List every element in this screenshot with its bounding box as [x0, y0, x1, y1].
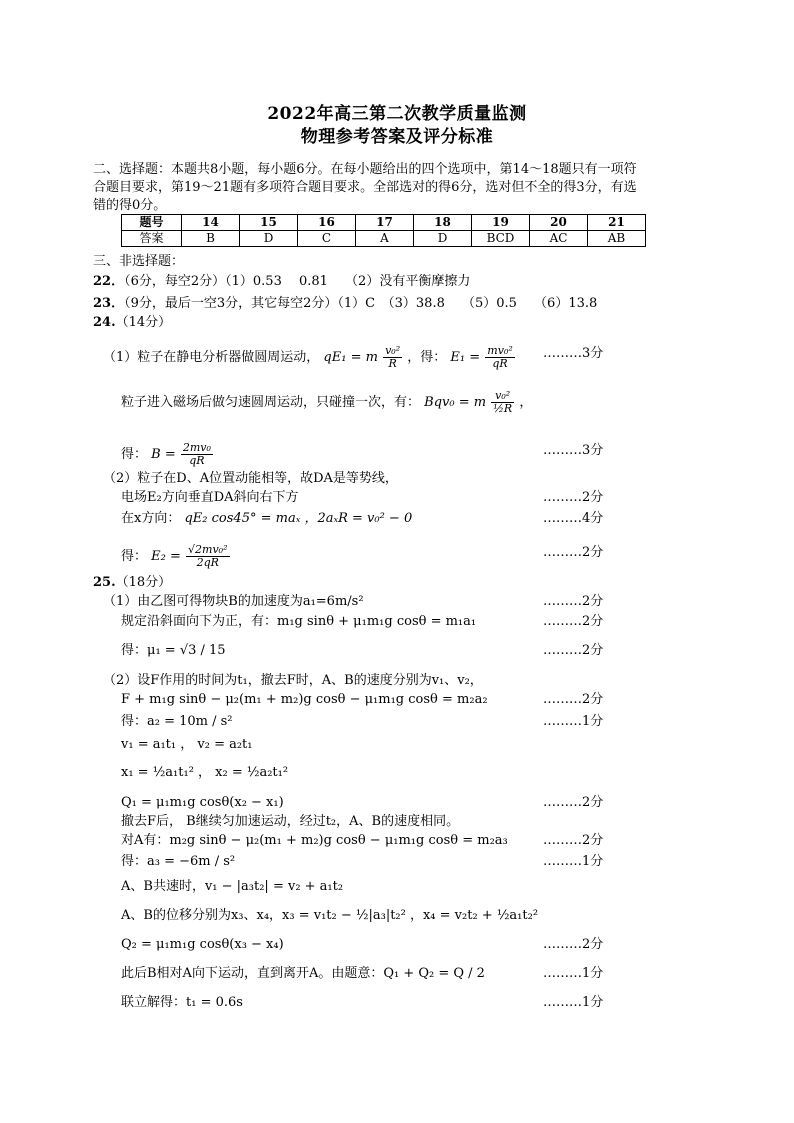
q24-line-5: 电场E₂方向垂直DA斜向右下方: [121, 490, 299, 505]
q25-line: （2）设F作用的时间为t₁，撤去F时，A、B的速度分别为v₁、v₂，: [103, 673, 483, 688]
q24-l6-eq: qE₂ cos45° = maₓ ，2aₓR = v₀² − 0: [184, 511, 413, 526]
q24-line-6: [121, 510, 412, 528]
q25-score: ………1分: [543, 854, 604, 869]
q25-score: ………2分: [543, 937, 604, 952]
q25-number: 25.: [93, 575, 116, 590]
q25-line: x₁ = ½a₁t₁² ， x₂ = ½a₂t₁²: [121, 765, 289, 780]
q25-line: 对A有：m₂g sinθ − μ₂(m₁ + m₂)g cosθ − μ₁m₁g cosθ = m₂a₃: [121, 833, 508, 848]
q24-line-3: [121, 442, 214, 467]
q24-l1-eq2: E₁ =: [450, 350, 481, 365]
q24-score-1: ………3分: [543, 346, 604, 361]
table-cell: AB: [588, 231, 646, 247]
q24-score-6: ………4分: [543, 511, 604, 526]
q22-number: 22．: [93, 274, 125, 289]
q24-l1-eq: qE₁ = m: [323, 350, 378, 365]
q24-points: （14分）: [115, 315, 172, 330]
q24-l3-text: 得：: [121, 447, 148, 462]
q24-l2-fraction: [491, 390, 514, 415]
fraction-numerator: mv₀²: [487, 344, 513, 357]
table-cell: A: [356, 231, 414, 247]
section3-heading: 三、非选择题：: [93, 254, 185, 269]
q25-score: ………2分: [543, 795, 604, 810]
q24-l2-end: ，: [519, 395, 533, 410]
answer-table-answer-row: [122, 231, 646, 247]
q25-line: v₁ = a₁t₁ ， v₂ = a₂t₁: [121, 737, 253, 752]
page-subtitle: 物理参考答案及评分标准: [300, 127, 494, 147]
q25-line: 撤去F后， B继续匀加速运动，经过t₂，A、B的速度相同。: [121, 814, 460, 829]
q24-line-2: [121, 390, 532, 415]
q25-line: A、B共速时，v₁ − |a₃t₂| = v₂ + a₁t₂: [121, 879, 344, 894]
q25-line: 得：a₂ = 10m / s²: [121, 714, 233, 729]
table-cell: 15: [240, 215, 298, 231]
fraction-denominator: 2qR: [196, 556, 219, 569]
q25-line: 得：a₃ = −6m / s²: [121, 854, 236, 869]
q24-l1-text: （1）粒子在静电分析器做圆周运动，: [103, 350, 320, 365]
table-cell: BCD: [472, 231, 530, 247]
fraction-denominator: qR: [189, 454, 205, 467]
q24-l3-fraction: [181, 442, 213, 467]
table-label-number: 题号: [122, 215, 182, 231]
q25-heading: [93, 574, 171, 592]
q25-line: F + m₁g sinθ − μ₂(m₁ + m₂)g cosθ − μ₁m₁g cosθ = m₂a₂: [121, 692, 488, 707]
fraction-numerator: 2mv₀: [182, 441, 211, 454]
q25-line: 得：μ₁ = √3 / 15: [121, 643, 226, 658]
table-cell: 20: [530, 215, 588, 231]
page-title: 2022年高三第二次教学质量监测: [267, 104, 527, 124]
table-label-answer: 答案: [122, 231, 182, 247]
section2-intro-line-2: 合题目要求，第19～21题有多项符合题目要求。全部选对的得6分，选对但不全的得3分，有选: [93, 180, 637, 195]
q24-score-5: ………2分: [543, 490, 604, 505]
answer-table: [121, 214, 646, 247]
q25-line: 此后B相对A向下运动，直到离开A。由题意：Q₁ + Q₂ = Q / 2: [121, 966, 485, 981]
answer-table-number-row: [122, 215, 646, 231]
q24-line-1: [103, 345, 516, 370]
table-cell: C: [298, 231, 356, 247]
q24-heading: [93, 314, 171, 332]
q25-score: ………2分: [543, 692, 604, 707]
q24-l1-fraction: [383, 345, 402, 370]
table-cell: 19: [472, 215, 530, 231]
q25-points: （18分）: [115, 575, 172, 590]
q25-line: 联立解得：t₁ = 0.6s: [121, 995, 243, 1010]
q25-score: ………1分: [543, 966, 604, 981]
q24-line-7: [121, 544, 231, 569]
fraction-denominator: R: [388, 357, 397, 370]
q25-score: ………2分: [543, 833, 604, 848]
table-cell: D: [414, 231, 472, 247]
table-cell: 21: [588, 215, 646, 231]
q24-score-7: ………2分: [543, 545, 604, 560]
q24-l7-eq: E₂ =: [151, 549, 181, 564]
q24-number: 24.: [93, 315, 116, 330]
fraction-numerator: v₀²: [385, 344, 401, 357]
table-cell: 17: [356, 215, 414, 231]
q24-l1-fraction-2: [485, 345, 514, 370]
q25-line: Q₂ = μ₁m₁g cosθ(x₃ − x₄): [121, 937, 284, 952]
q24-l7-fraction: [186, 544, 229, 569]
q24-l3-eq: B =: [151, 447, 176, 462]
table-cell: 16: [298, 215, 356, 231]
q25-score: ………2分: [543, 614, 604, 629]
q24-line-4: （2）粒子在D、A位置动能相等，故DA是等势线，: [103, 471, 398, 486]
q24-l2-eq: Bqv₀ = m: [424, 395, 487, 410]
q25-score: ………1分: [543, 714, 604, 729]
fraction-numerator: √2mv₀²: [188, 543, 228, 556]
section2-intro-line-1: 二、选择题：本题共8小题，每小题6分。在每小题给出的四个选项中，第14～18题只有一项符: [93, 162, 637, 177]
table-cell: 18: [414, 215, 472, 231]
q25-line: A、B的位移分别为x₃、x₄，x₃ = v₁t₂ − ½|a₃|t₂² ，x₄ = v₂t₂ + ½a₁t₂²: [121, 908, 539, 923]
table-cell: D: [240, 231, 298, 247]
table-cell: AC: [530, 231, 588, 247]
q25-line: Q₁ = μ₁m₁g cosθ(x₂ − x₁): [121, 795, 284, 810]
q23-line: [93, 295, 597, 313]
q25-score: ………2分: [543, 643, 604, 658]
q25-score: ………2分: [543, 594, 604, 609]
q22-text: （6分，每空2分）（1）0.53 0.81 （2）没有平衡摩擦力: [124, 274, 471, 289]
q25-line: （1）由乙图可得物块B的加速度为a₁=6m/s²: [103, 594, 364, 609]
q23-text: （9分，最后一空3分，其它每空2分）（1）C （3）38.8 （5）0.5 （6）13.8: [124, 296, 598, 311]
q24-l2-text: 粒子进入磁场后做匀速圆周运动，只碰撞一次，有：: [121, 395, 421, 410]
fraction-denominator: ½R: [493, 402, 513, 415]
q24-score-3: ………3分: [543, 443, 604, 458]
q22-line: [93, 273, 470, 291]
q24-l7-text: 得：: [121, 549, 148, 564]
q25-score: ………1分: [543, 995, 604, 1010]
q25-line: 规定沿斜面向下为正，有：m₁g sinθ + μ₁m₁g cosθ = m₁a₁: [121, 614, 477, 629]
table-cell: 14: [182, 215, 240, 231]
q24-l6-text: 在x方向：: [121, 511, 181, 526]
q23-number: 23．: [93, 296, 125, 311]
fraction-numerator: v₀²: [491, 390, 514, 403]
section2-intro-line-3: 错的得0分。: [93, 198, 167, 213]
table-cell: B: [182, 231, 240, 247]
q24-l1-mid: ，得：: [407, 350, 447, 365]
fraction-denominator: qR: [492, 357, 508, 370]
